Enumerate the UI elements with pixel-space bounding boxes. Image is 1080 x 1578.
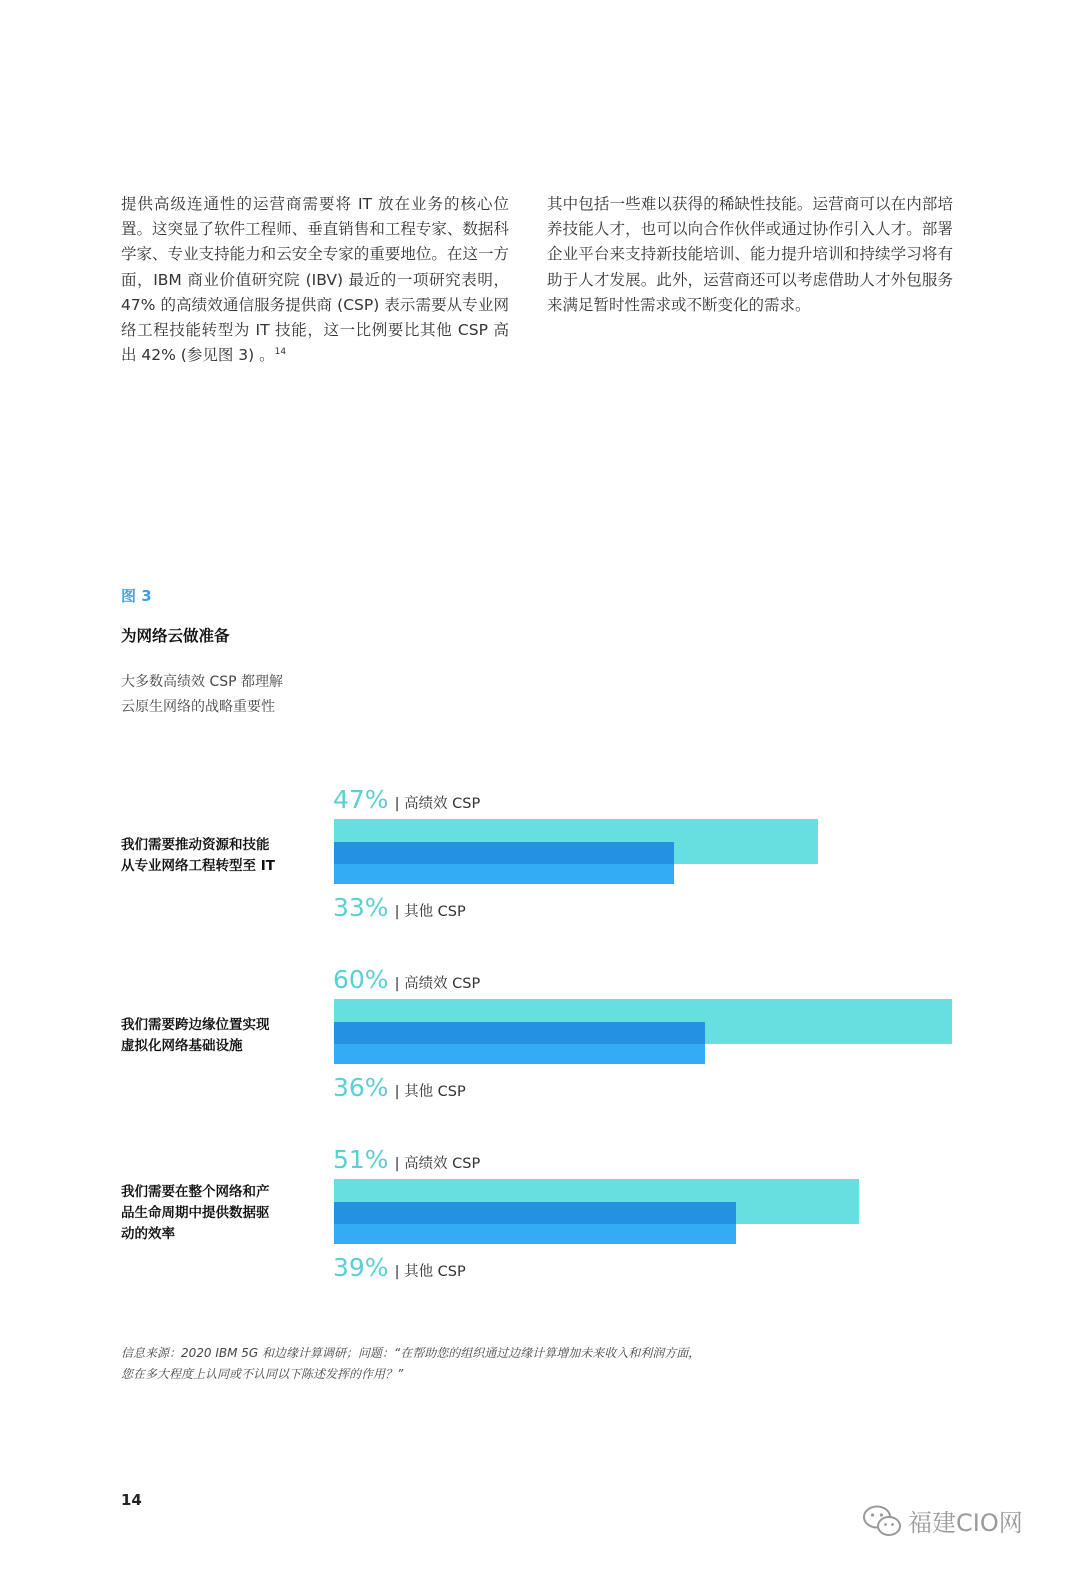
source-line: 信息来源：2020 IBM 5G 和边缘计算调研；问题：“在帮助您的组织通过边缘计算增加未来收入和利润方面， [121,1346,701,1360]
figure-subtitle-line: 大多数高绩效 CSP 都理解 [121,674,284,690]
figure-title: 为网络云做准备 [121,627,230,645]
bar-overlap [334,842,674,864]
body-paragraph-right: 其中包括一些难以获得的稀缺性技能。运营商可以在内部培养技能人才，也可以向合作伙伴或通过协作引入人才。部署企业平台来支持新技能培训、能力提升培训和持续学习将有助于人才发展。此外，运营商还可以考虑借助人才外包服务来满足暂时性需求或不断变化的需求。 [547,195,953,314]
data-label-other [333,1253,466,1282]
series-label: | 高绩效 CSP [394,976,481,992]
series-label: | 其他 CSP [394,1084,466,1100]
figure-subtitle [121,670,283,720]
series-label: | 其他 CSP [394,1264,466,1280]
watermark-text: 福建CIO网 [908,1509,1023,1537]
category-label-line: 虚拟化网络基础设施 [121,1038,243,1054]
category-label-line: 品生命周期中提供数据驱 [121,1205,270,1221]
value-label: 33% [333,893,389,922]
value-label: 36% [333,1073,389,1102]
category-label-line: 我们需要跨边缘位置实现 [121,1017,270,1033]
value-label: 60% [333,965,389,994]
watermark [862,1503,1023,1538]
category-label-line: 动的效率 [121,1226,175,1242]
chart-group [0,965,1080,1125]
category-label [121,1182,301,1245]
data-label-high [333,1145,480,1174]
figure-label: 图 3 [121,587,152,605]
series-label: | 高绩效 CSP [394,796,481,812]
data-label-other [333,1073,466,1102]
source-note [121,1343,821,1385]
value-label: 51% [333,1145,389,1174]
bar-overlap [334,1202,736,1224]
figure-subtitle-line: 云原生网络的战略重要性 [121,699,275,715]
source-line: 您在多大程度上认同或不认同以下陈述发挥的作用？” [121,1367,404,1381]
chart-group [0,785,1080,945]
page-number: 14 [121,1491,142,1509]
category-label-line: 我们需要推动资源和技能 [121,837,270,853]
value-label: 39% [333,1253,389,1282]
series-label: | 高绩效 CSP [394,1156,481,1172]
category-label [121,1015,301,1057]
value-label: 47% [333,785,389,814]
category-label-line: 从专业网络工程转型至 IT [121,858,275,874]
series-label: | 其他 CSP [394,904,466,920]
chart-group [0,1145,1080,1305]
data-label-other [333,893,466,922]
category-label [121,835,301,877]
body-paragraph-left: 提供高级连通性的运营商需要将 IT 放在业务的核心位置。这突显了软件工程师、垂直销售和工程专家、数据科学家、专业支持能力和云安全专家的重要地位。在这一方面，IBM 商业价值研究院 (IBV) 最近的一项研究表明，47% 的高绩效通信服务提供商 (CSP) 表示需要从专业网络工程技能转型为 IT 技能，这一比例要比其他 CSP 高出 42% (参见图 3) 。$^{14}$ [121,195,509,365]
category-label-line: 我们需要在整个网络和产 [121,1184,270,1200]
data-label-high [333,785,480,814]
footnote-ref: 14 [274,347,287,358]
bar-overlap [334,1022,705,1044]
data-label-high [333,965,480,994]
wechat-icon [862,1504,902,1538]
